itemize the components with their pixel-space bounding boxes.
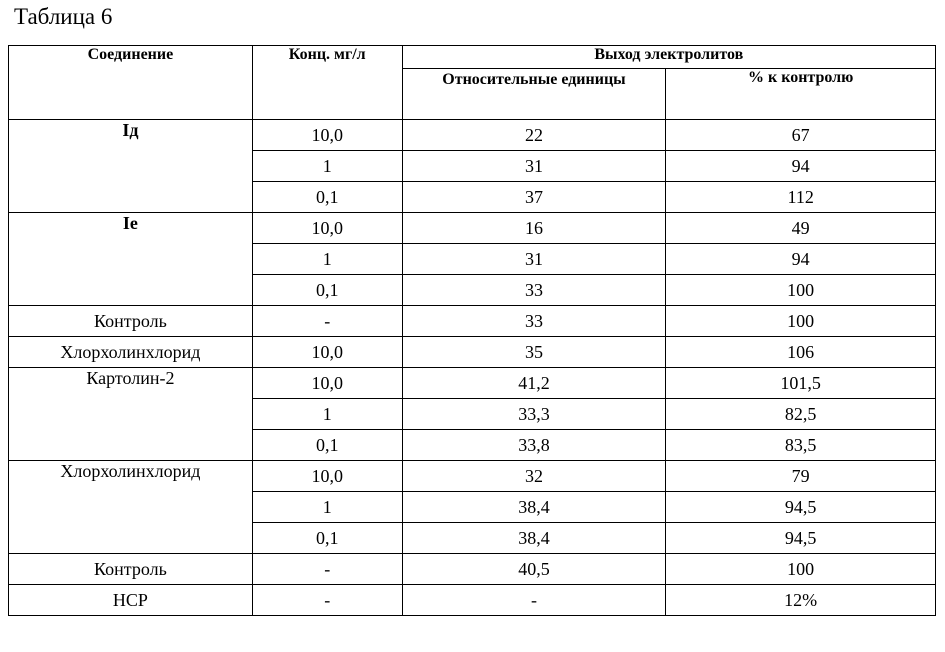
- conc-cell: 10,0: [252, 213, 402, 244]
- table-row: [9, 585, 936, 616]
- relative-cell: 38,4: [402, 492, 666, 523]
- percent-cell: 94,5: [666, 523, 936, 554]
- compound-cell: Ie: [9, 213, 253, 306]
- header-concentration: Конц. мг/л: [252, 46, 402, 120]
- relative-cell: 41,2: [402, 368, 666, 399]
- header-compound: Соединение: [9, 46, 253, 120]
- compound-cell: Контроль: [9, 306, 253, 337]
- conc-cell: 1: [252, 244, 402, 275]
- percent-cell: 83,5: [666, 430, 936, 461]
- conc-cell: 0,1: [252, 182, 402, 213]
- conc-cell: 0,1: [252, 523, 402, 554]
- table-row: [9, 368, 936, 399]
- relative-cell: 33: [402, 275, 666, 306]
- table-row: [9, 306, 936, 337]
- table-row: [9, 554, 936, 585]
- compound-cell: Картолин-2: [9, 368, 253, 461]
- percent-cell: 79: [666, 461, 936, 492]
- conc-cell: 10,0: [252, 337, 402, 368]
- header-relative-units: [402, 69, 666, 120]
- percent-cell: 12%: [666, 585, 936, 616]
- percent-cell: 100: [666, 275, 936, 306]
- conc-cell: -: [252, 554, 402, 585]
- table-row: [9, 461, 936, 492]
- table-row: [9, 337, 936, 368]
- header-electrolyte-output: Выход электролитов: [402, 46, 935, 69]
- conc-cell: 1: [252, 151, 402, 182]
- conc-cell: 0,1: [252, 275, 402, 306]
- relative-cell: 16: [402, 213, 666, 244]
- percent-cell: 101,5: [666, 368, 936, 399]
- percent-cell: 100: [666, 554, 936, 585]
- relative-cell: 31: [402, 244, 666, 275]
- percent-cell: 100: [666, 306, 936, 337]
- relative-cell: 31: [402, 151, 666, 182]
- relative-cell: 33: [402, 306, 666, 337]
- compound-cell: Хлорхолинхлорид: [9, 461, 253, 554]
- relative-cell: 32: [402, 461, 666, 492]
- compound-cell: Iд: [9, 120, 253, 213]
- percent-cell: 94: [666, 244, 936, 275]
- conc-cell: 0,1: [252, 430, 402, 461]
- conc-cell: 1: [252, 492, 402, 523]
- compound-cell: Контроль: [9, 554, 253, 585]
- table-row: [9, 120, 936, 151]
- relative-cell: 22: [402, 120, 666, 151]
- conc-cell: 1: [252, 399, 402, 430]
- percent-cell: 94,5: [666, 492, 936, 523]
- percent-cell: 49: [666, 213, 936, 244]
- header-relative-units-label: Относительные единицы: [442, 71, 626, 88]
- table-row: [9, 213, 936, 244]
- relative-cell: 40,5: [402, 554, 666, 585]
- conc-cell: 10,0: [252, 368, 402, 399]
- compound-cell: Хлорхолинхлорид: [9, 337, 253, 368]
- percent-cell: 106: [666, 337, 936, 368]
- results-table: [8, 45, 936, 616]
- percent-cell: 112: [666, 182, 936, 213]
- relative-cell: 33,3: [402, 399, 666, 430]
- table-caption: Таблица 6: [14, 4, 113, 29]
- header-percent-control: % к контролю: [666, 69, 936, 120]
- relative-cell: 37: [402, 182, 666, 213]
- percent-cell: 67: [666, 120, 936, 151]
- percent-cell: 82,5: [666, 399, 936, 430]
- conc-cell: 10,0: [252, 461, 402, 492]
- relative-cell: 33,8: [402, 430, 666, 461]
- conc-cell: -: [252, 306, 402, 337]
- percent-cell: 94: [666, 151, 936, 182]
- relative-cell: 38,4: [402, 523, 666, 554]
- relative-cell: -: [402, 585, 666, 616]
- conc-cell: -: [252, 585, 402, 616]
- compound-cell: HCP: [9, 585, 253, 616]
- conc-cell: 10,0: [252, 120, 402, 151]
- relative-cell: 35: [402, 337, 666, 368]
